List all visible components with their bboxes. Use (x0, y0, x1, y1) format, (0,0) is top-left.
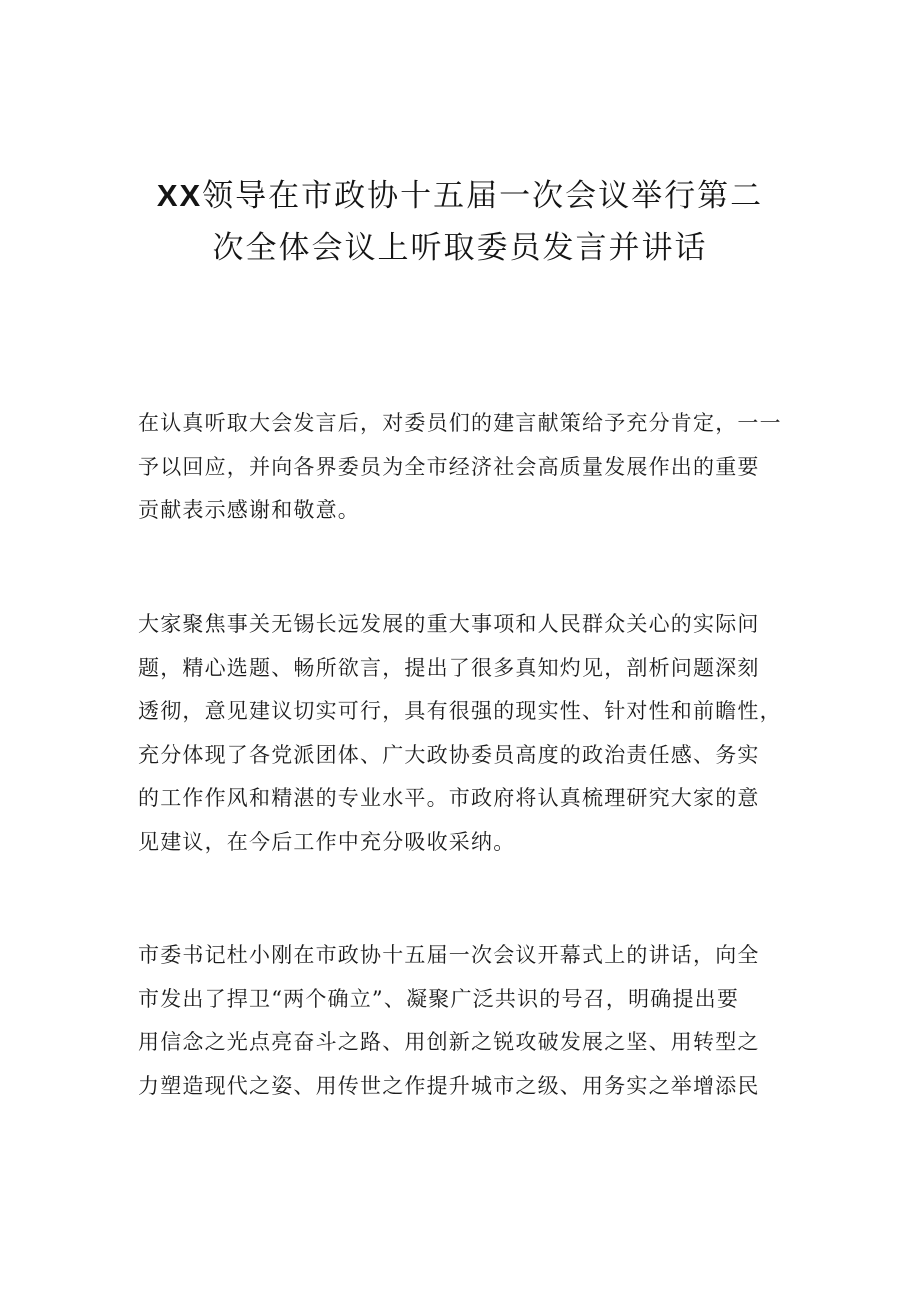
paragraph-line: 见建议，在今后工作中充分吸收采纳。 (138, 829, 516, 854)
paragraph-line: 贡献表示感谢和敬意。 (138, 498, 360, 522)
paragraph-line: 力塑造现代之姿、用传世之作提升城市之级、用务实之举增添民 (138, 1073, 760, 1098)
paragraph-2 (138, 603, 798, 864)
paragraph-line: 透彻，意见建议切实可行，具有很强的现实性、针对性和前瞻性， (138, 699, 782, 723)
paragraph-line: 予以回应，并向各界委员为全市经济社会高质量发展作出的重要 (138, 454, 760, 479)
paragraph-line: 大家聚焦事关无锡长远发展的重大事项和人民群众关心的实际问 (138, 612, 760, 636)
paragraph-3 (138, 934, 798, 1108)
paragraph-line: 题，精心选题、畅所欲言，提出了很多真知灼见，剖析问题深刻 (138, 655, 760, 680)
title-prefix: XX (156, 178, 203, 213)
title-line-2: 次全体会议上听取委员发言并讲话 (212, 230, 708, 266)
paragraph-line: 充分体现了各党派团体、广大政协委员高度的政治责任感、务实 (138, 742, 760, 767)
paragraph-line: 市委书记杜小刚在市政协十五届一次会议开幕式上的讲话，向全 (138, 943, 760, 967)
title-line-1 (120, 170, 800, 222)
paragraph-line: 在认真听取大会发言后，对委员们的建言献策给予充分肯定，一一 (138, 411, 782, 435)
paragraph-1 (138, 402, 798, 533)
page-title (120, 170, 800, 274)
paragraph-line: 市发出了捍卫“两个确立”、凝聚广泛共识的号召，明确提出要 (138, 986, 740, 1011)
paragraph-line: 用信念之光点亮奋斗之路、用创新之锐攻破发展之坚、用转型之 (138, 1030, 760, 1054)
title-line-1-text: 领导在市政协十五届一次会议举行第二 (202, 178, 764, 214)
paragraph-line: 的工作作风和精湛的专业水平。市政府将认真梳理研究大家的意 (138, 786, 760, 810)
